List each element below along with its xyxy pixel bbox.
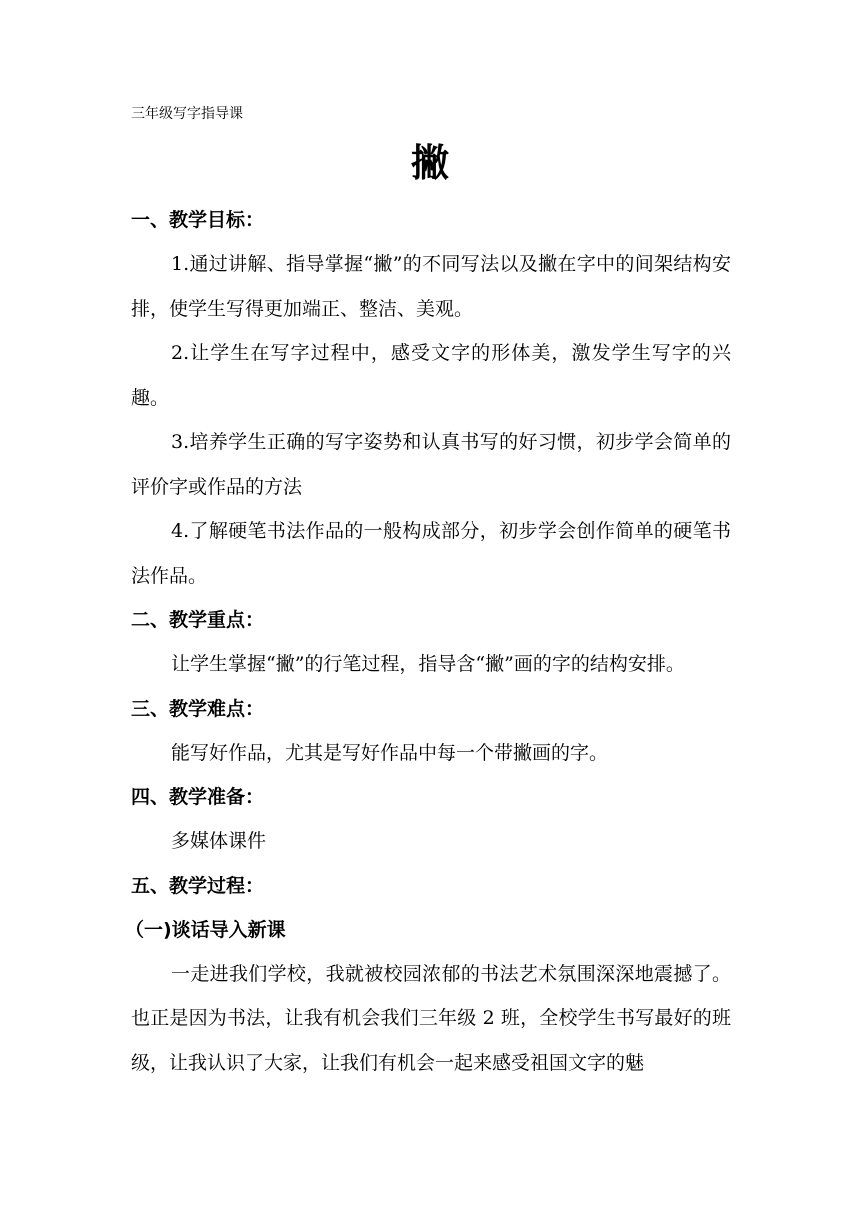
preparation-text: 多媒体课件	[171, 830, 267, 852]
header-note: 三年级写字指导课	[131, 106, 243, 122]
document-body	[125, 198, 731, 1085]
goal-item-3: 3.培养学生正确的写字姿势和认真书写的好习惯，初步学会简单的评价字或作品的方法	[131, 431, 731, 498]
goal-item-1: 1.通过讲解、指导掌握“撇”的不同写法以及撇在字中的间架结构安排，使学生写得更加端正、整洁、美观。	[131, 253, 731, 320]
difficulties-text: 能写好作品，尤其是写好作品中每一个带撇画的字。	[171, 741, 609, 764]
key-points-text: 让学生掌握“撇”的行笔过程，指导含“撇”画的字的结构安排。	[171, 653, 685, 675]
section-heading-goals: 一、教学目标：	[131, 209, 265, 231]
goal-item-4: 4.了解硬笔书法作品的一般构成部分，初步学会创作简单的硬笔书法作品。	[131, 520, 731, 587]
process-subheading-intro: （一)谈话导入新课	[125, 918, 286, 941]
section-heading-process: 五、教学过程：	[131, 874, 265, 897]
process-intro-text: 一走进我们学校，我就被校园浓郁的书法艺术氛围深深地震撼了。也正是因为书法，让我有机会我们三年级 2 班，全校学生书写最好的班级，让我认识了大家，让我们有机会一起来感受祖国文字的魅	[131, 962, 731, 1074]
goal-item-2: 2.让学生在写字过程中，感受文字的形体美，激发学生写字的兴趣。	[131, 342, 731, 409]
section-heading-difficulties: 三、教学难点：	[131, 697, 265, 720]
section-heading-preparation: 四、教学准备：	[131, 786, 265, 808]
section-heading-key-points: 二、教学重点：	[131, 609, 265, 631]
document-title: 撇	[410, 141, 449, 185]
